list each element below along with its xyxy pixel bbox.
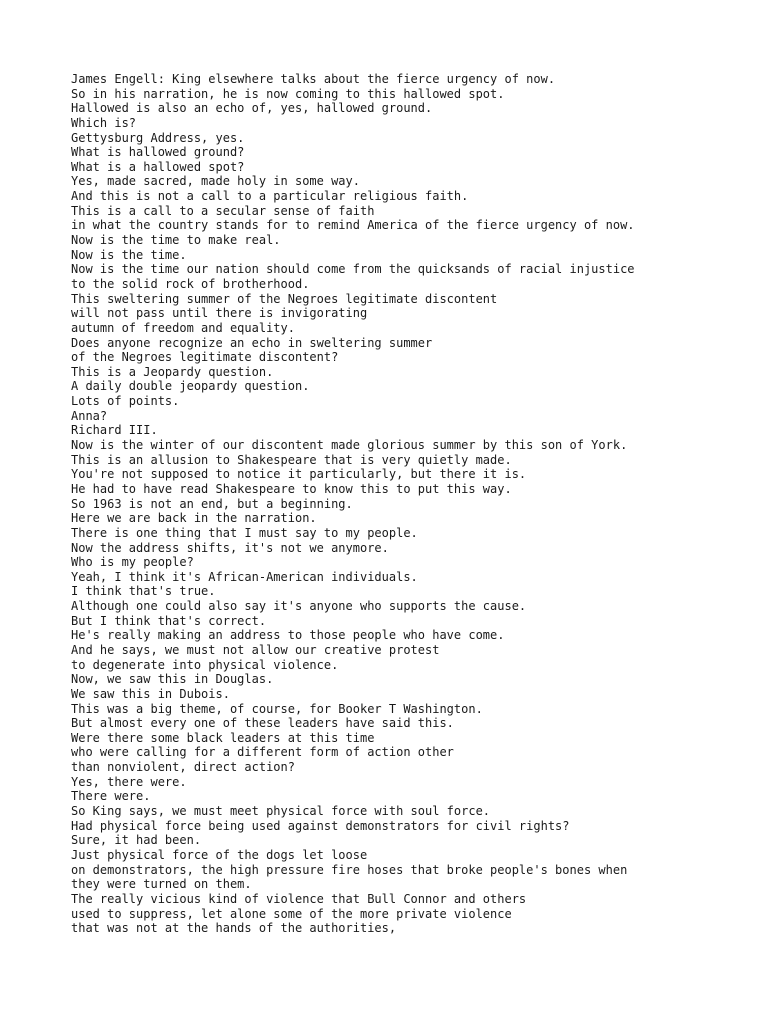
transcript-line: Just physical force of the dogs let loose bbox=[71, 847, 368, 862]
transcript-line: There were. bbox=[71, 789, 151, 804]
transcript-line: Does anyone recognize an echo in sweltering summer bbox=[71, 335, 433, 350]
transcript-line: who were calling for a different form of action other bbox=[71, 745, 454, 760]
transcript-line: But I think that's correct. bbox=[71, 613, 267, 628]
transcript-line: The really vicious kind of violence that Bull Connor and others bbox=[71, 891, 527, 906]
transcript-line: A daily double jeopardy question. bbox=[71, 379, 310, 394]
transcript-line: You're not supposed to notice it particularly, but there it is. bbox=[71, 467, 527, 482]
transcript-line: Gettysburg Address, yes. bbox=[71, 130, 245, 145]
transcript-line: This was a big theme, of course, for Booker T Washington. bbox=[71, 701, 483, 716]
transcript-line: James Engell: King elsewhere talks about the fierce urgency of now. bbox=[71, 72, 556, 86]
transcript-line: Had physical force being used against demonstrators for civil rights? bbox=[71, 818, 570, 833]
transcript-line: Now is the time our nation should come from the quicksands of racial injustice bbox=[71, 262, 635, 277]
transcript-line: I think that's true. bbox=[71, 584, 216, 599]
transcript-line: So in his narration, he is now coming to this hallowed spot. bbox=[71, 86, 505, 101]
transcript-line: Now is the winter of our discontent made glorious summer by this son of York. bbox=[71, 438, 628, 453]
transcript-line: What is hallowed ground? bbox=[71, 145, 245, 160]
transcript-line: Lots of points. bbox=[71, 394, 180, 409]
transcript-line: So 1963 is not an end, but a beginning. bbox=[71, 496, 353, 511]
transcript-line: But almost every one of these leaders have said this. bbox=[71, 716, 454, 731]
transcript-line: He's really making an address to those people who have come. bbox=[71, 628, 505, 643]
transcript-line: of the Negroes legitimate discontent? bbox=[71, 350, 339, 365]
transcript-line: used to suppress, let alone some of the more private violence bbox=[71, 906, 512, 921]
transcript-line: to the solid rock of brotherhood. bbox=[71, 276, 310, 291]
transcript-line: than nonviolent, direct action? bbox=[71, 760, 295, 775]
transcript-line: Now the address shifts, it's not we anymore. bbox=[71, 540, 389, 555]
transcript-line: Which is? bbox=[71, 115, 137, 130]
transcript-line: Were there some black leaders at this time bbox=[71, 730, 375, 745]
transcript-line: will not pass until there is invigorating bbox=[71, 306, 368, 321]
transcript-line: We saw this in Dubois. bbox=[71, 686, 230, 701]
transcript-text bbox=[71, 72, 751, 936]
transcript-line: What is a hallowed spot? bbox=[71, 159, 245, 174]
transcript-line: This is a call to a secular sense of faith bbox=[71, 203, 375, 218]
transcript-line: This is a Jeopardy question. bbox=[71, 364, 274, 379]
transcript-line: Now is the time to make real. bbox=[71, 233, 281, 248]
transcript-line: Now, we saw this in Douglas. bbox=[71, 672, 274, 687]
transcript-line: Hallowed is also an echo of, yes, hallowed ground. bbox=[71, 101, 433, 116]
transcript-line: that was not at the hands of the authorities, bbox=[71, 921, 397, 936]
transcript-line: Yes, there were. bbox=[71, 774, 187, 789]
transcript-line: Sure, it had been. bbox=[71, 833, 202, 848]
transcript-line: And he says, we must not allow our creative protest bbox=[71, 642, 440, 657]
transcript-line: Richard III. bbox=[71, 423, 158, 438]
transcript-line: to degenerate into physical violence. bbox=[71, 657, 339, 672]
transcript-line: So King says, we must meet physical force with soul force. bbox=[71, 804, 491, 819]
transcript-line: in what the country stands for to remind America of the fierce urgency of now. bbox=[71, 218, 635, 233]
transcript-line: autumn of freedom and equality. bbox=[71, 320, 295, 335]
transcript-line: This sweltering summer of the Negroes legitimate discontent bbox=[71, 291, 498, 306]
transcript-line: Now is the time. bbox=[71, 247, 187, 262]
transcript-line: they were turned on them. bbox=[71, 877, 252, 892]
transcript-line: Anna? bbox=[71, 408, 108, 423]
transcript-line: Yeah, I think it's African-American individuals. bbox=[71, 569, 418, 584]
transcript-line: This is an allusion to Shakespeare that is very quietly made. bbox=[71, 452, 512, 467]
transcript-line: And this is not a call to a particular religious faith. bbox=[71, 189, 469, 204]
transcript-line: Yes, made sacred, made holy in some way. bbox=[71, 174, 360, 189]
transcript-line: There is one thing that I must say to my people. bbox=[71, 525, 418, 540]
transcript-line: Here we are back in the narration. bbox=[71, 511, 317, 526]
transcript-line: He had to have read Shakespeare to know this to put this way. bbox=[71, 481, 512, 496]
transcript-line: Although one could also say it's anyone who supports the cause. bbox=[71, 599, 527, 614]
transcript-line: Who is my people? bbox=[71, 555, 194, 570]
transcript-line: on demonstrators, the high pressure fire hoses that broke people's bones when bbox=[71, 862, 628, 877]
